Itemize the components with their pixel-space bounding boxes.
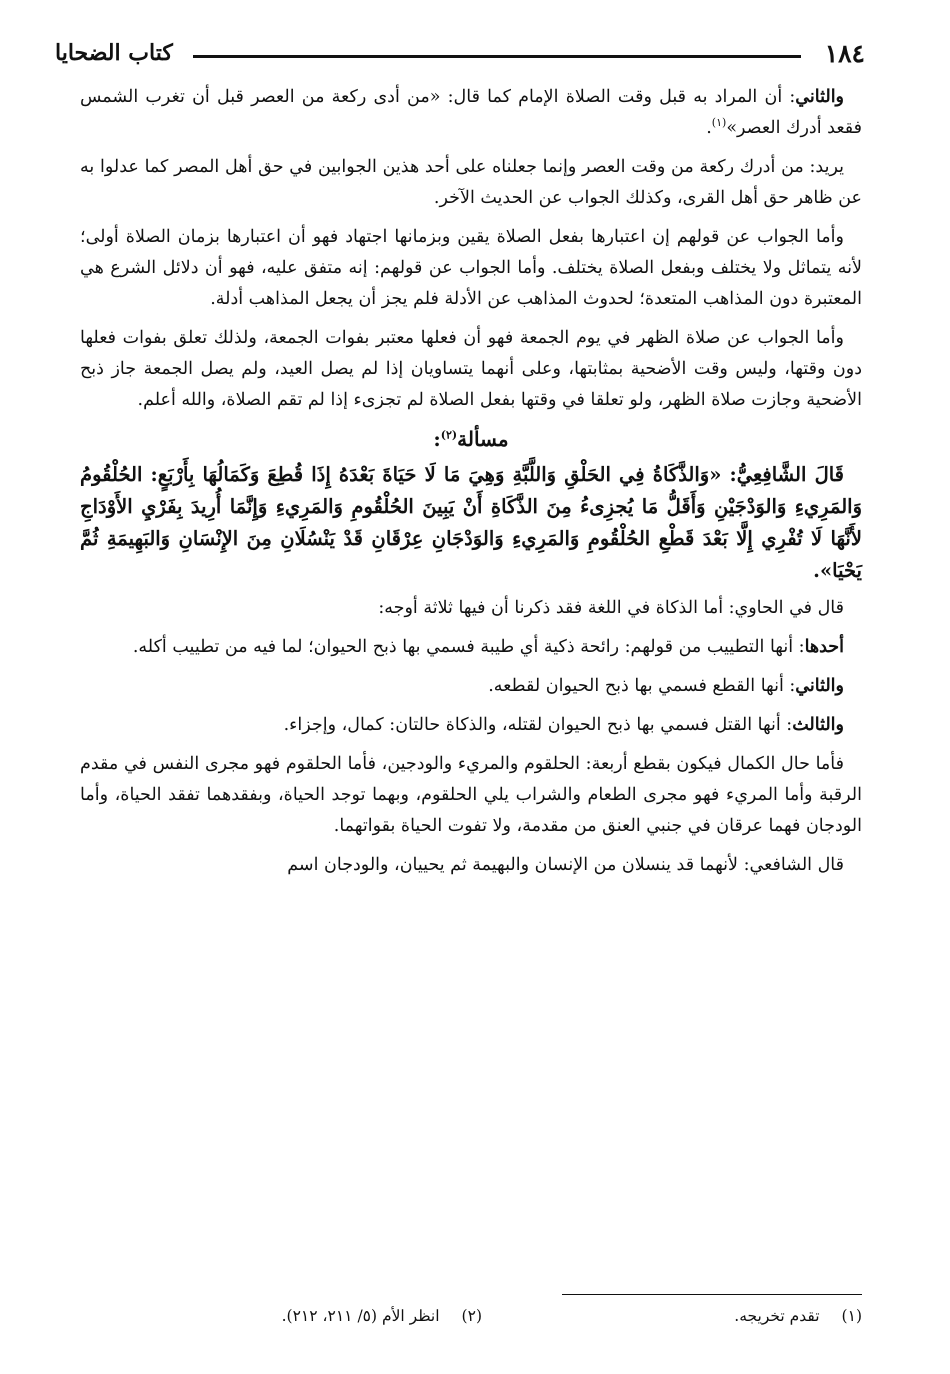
paragraph-text: قال الشافعي: لأنهما قد ينسلان من الإنسان والبهيمة ثم يحييان، والودجان اسم: [287, 855, 844, 875]
section-heading: [80, 424, 862, 455]
paragraph-text: : أنها التطييب من قولهم: رائحة ذكية أي طيبة فسمي بها ذبح الحيوان؛ لما فيه من تطييب أكله.: [132, 637, 805, 657]
paragraph: [80, 593, 862, 624]
page-number: ١٨٤: [824, 38, 865, 68]
paragraph: [80, 323, 862, 416]
paragraph-text: وأما الجواب عن قولهم إن اعتبارها بفعل الصلاة يقين وبزمانها اجتهاد فهو أن اعتبارها بزمان الصلاة أولى؛ لأنه يتماثل ولا يختلف وبفعل الصلاة يختلف. وأما الجواب عن قولهم: إنه متفق عليه، فهو أن دلائل الشرع هي المعتبرة دون المذاهب المتعدة؛ لحدوث المذاهب عن الأدلة فلم يجز أن يجعل المذاهب أدلة.: [80, 227, 862, 309]
header-rule: [193, 55, 801, 58]
paragraph-text: : أنها القطع فسمي بها ذبح الحيوان لقطعه.: [488, 676, 796, 696]
footnote-marker: (٢): [461, 1307, 482, 1325]
paragraph: [80, 749, 862, 842]
paragraph-text: فأما حال الكمال فيكون بقطع أربعة: الحلقوم والمريء والودجين، فأما الحلقوم فهو مجرى النفس في مقدم الرقبة وأما المريء فهو مجرى الطعام والشراب يلي الحلقوم، وبهما توجد الحياة، وبفقدهما تفقد الحياة، وأما الودجان فهما عرقان في جنبي العنق من مقدمة، ولا تفوت الحياة بقواتهما.: [80, 754, 862, 836]
paragraph-lead: أحدها: [804, 637, 844, 657]
page-body: [80, 82, 862, 889]
heading-text: مسألة: [457, 427, 509, 451]
footnote-rule: [562, 1294, 862, 1295]
footnote: [482, 1307, 862, 1325]
paragraph-text: : أنها القتل فسمي بها ذبح الحيوان لقتله، والذكاة حالتان: كمال، وإجزاء.: [283, 715, 793, 735]
paragraph: [80, 671, 862, 702]
footnote-text: انظر الأم (٥/ ٢١١، ٢١٢).: [281, 1307, 440, 1325]
paragraph-text: قال في الحاوي: أما الذكاة في اللغة فقد ذكرنا أن فيها ثلاثة أوجه:: [378, 598, 844, 618]
paragraph: [80, 222, 862, 315]
paragraph: [80, 152, 862, 214]
paragraph-text: : أن المراد به قبل وقت الصلاة الإمام كما قال: «من أدى ركعة من العصر قبل أن تغرب الشمس فقعد أدرك العصر»: [80, 87, 862, 138]
paragraph-tail: .: [706, 118, 712, 138]
footnote-ref: (١): [711, 116, 727, 130]
footnote-ref: (٢): [440, 428, 458, 442]
book-title: كتاب الضحايا: [55, 40, 173, 66]
heading-tail: :: [433, 427, 441, 451]
paragraph: [80, 82, 862, 144]
footnote-row: [80, 1307, 862, 1325]
paragraph-lead: والثاني: [795, 676, 844, 696]
footnote-text: تقدم تخريجه.: [734, 1307, 820, 1325]
paragraph-lead: والثالث: [792, 715, 844, 735]
paragraph-text: يريد: من أدرك ركعة من وقت العصر وإنما جعلناه على أحد هذين الجوابين في حق أهل المصر كما عدلوا به عن ظاهر حق أهل القرى، وكذلك الجواب عن الحديث الآخر.: [80, 157, 862, 208]
shafii-quote: قَالَ الشَّافِعِيُّ: «وَالذَّكَاةُ فِي الحَلْقِ وَاللَّبَّةِ وَهِيَ مَا لَا حَيَاةَ بَعْدَهُ إِذَا قُطِعَ وَكَمَالُهَا بِأَرْبَعٍ: الحُلْقُومُ وَالمَرِيءِ وَالوَدْجَيْنِ وَأَقَلُّ مَا يُجزِىءُ مِنَ الذَّكَاةِ أَنْ يَبِينَ الحُلْقُومِ وَالمَرِيءِ وَإِنَّمَا أُرِيدَ بِفَرْيِ الأَوْدَاجِ لأَنَّهَا لَا تُفْرِي إِلَّا بَعْدَ قَطْعِ الحُلْقُومِ وَالمَرِيءِ وَالوَدْجَانِ عِرْقَانِ قَدْ يَنْسُلَانِ مِنَ الإِنْسَانِ وَالبَهِيمَةِ ثُمَّ يَحْيَا».: [80, 463, 862, 582]
paragraph: [80, 850, 862, 881]
page-header: [55, 28, 865, 78]
paragraph-lead: والثاني: [795, 87, 845, 107]
paragraph: [80, 632, 862, 663]
paragraph: [80, 710, 862, 741]
footnote: [282, 1307, 482, 1325]
footnote-marker: (١): [841, 1307, 862, 1325]
footnotes: [80, 1294, 862, 1325]
paragraph-text: وأما الجواب عن صلاة الظهر في يوم الجمعة فهو أن فعلها معتبر بفوات الجمعة، ولذلك تعلق بفوات فعلها دون وقتها، وليس وقت الأضحية بمثابتها، وعلى أنهما يتساويان إذا لم يصل العيد، ولم يصل الجمعة جاز ذبح الأضحية وجازت صلاة الظهر، ولو تعلقا في وقتها بفعل الصلاة لم تجزىء إذا لم تقم الصلاة، والله أعلم.: [80, 328, 862, 410]
